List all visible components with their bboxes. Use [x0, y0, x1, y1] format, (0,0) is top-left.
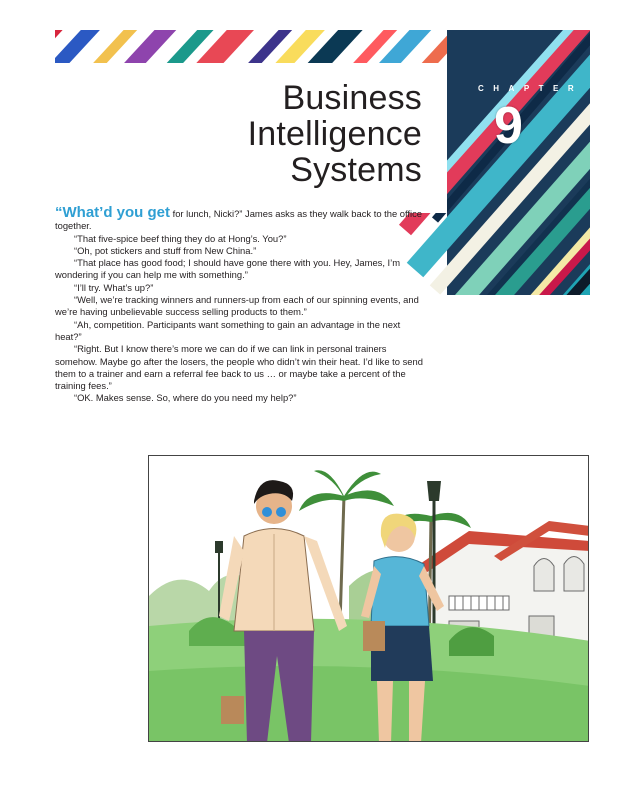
title-line-1: Business [282, 79, 422, 117]
opening-story [55, 204, 425, 405]
story-paragraph [55, 204, 425, 233]
story-paragraph: “Ah, competition. Participants want something to gain an advantage in the next heat?” [55, 318, 401, 342]
title-line-2: Intelligence [247, 115, 422, 153]
story-paragraph: “Oh, pot stickers and stuff from New China.” [74, 244, 257, 256]
story-paragraph: “That five-spice beef thing they do at Hong’s. You?” [74, 232, 287, 244]
story-paragraph: “Well, we’re tracking winners and runners-up from each of our spinning events, and we’re having unbelievable success selling products to them.” [55, 294, 419, 318]
story-lead-rest: for lunch, Nicki?” James asks as they walk back to the office together. [55, 208, 423, 232]
story-lead: “What’d you get [55, 204, 170, 221]
story-paragraph: “I’ll try. What’s up?” [74, 281, 154, 293]
story-paragraph: “Right. But I know there’s more we can do if we can link in personal trainers somehow. Maybe go after the losers, the people who didn’t win their heat. I’d like to send them to a trainer and earn a referral fee back to us … or maybe take a percent of the training fees.” [55, 343, 423, 392]
chapter-title [248, 80, 422, 188]
title-line-3: Systems [290, 151, 422, 189]
story-paragraph: “OK. Makes sense. So, where do you need my help?” [74, 392, 297, 404]
chapter-label: CHAPTER [478, 84, 584, 93]
chapter-number: 9 [494, 97, 523, 155]
story-paragraph: “That place has good food; I should have gone there with you. Hey, James, I’m wondering if you can help me with something.” [55, 257, 401, 281]
story-illustration [148, 455, 589, 742]
